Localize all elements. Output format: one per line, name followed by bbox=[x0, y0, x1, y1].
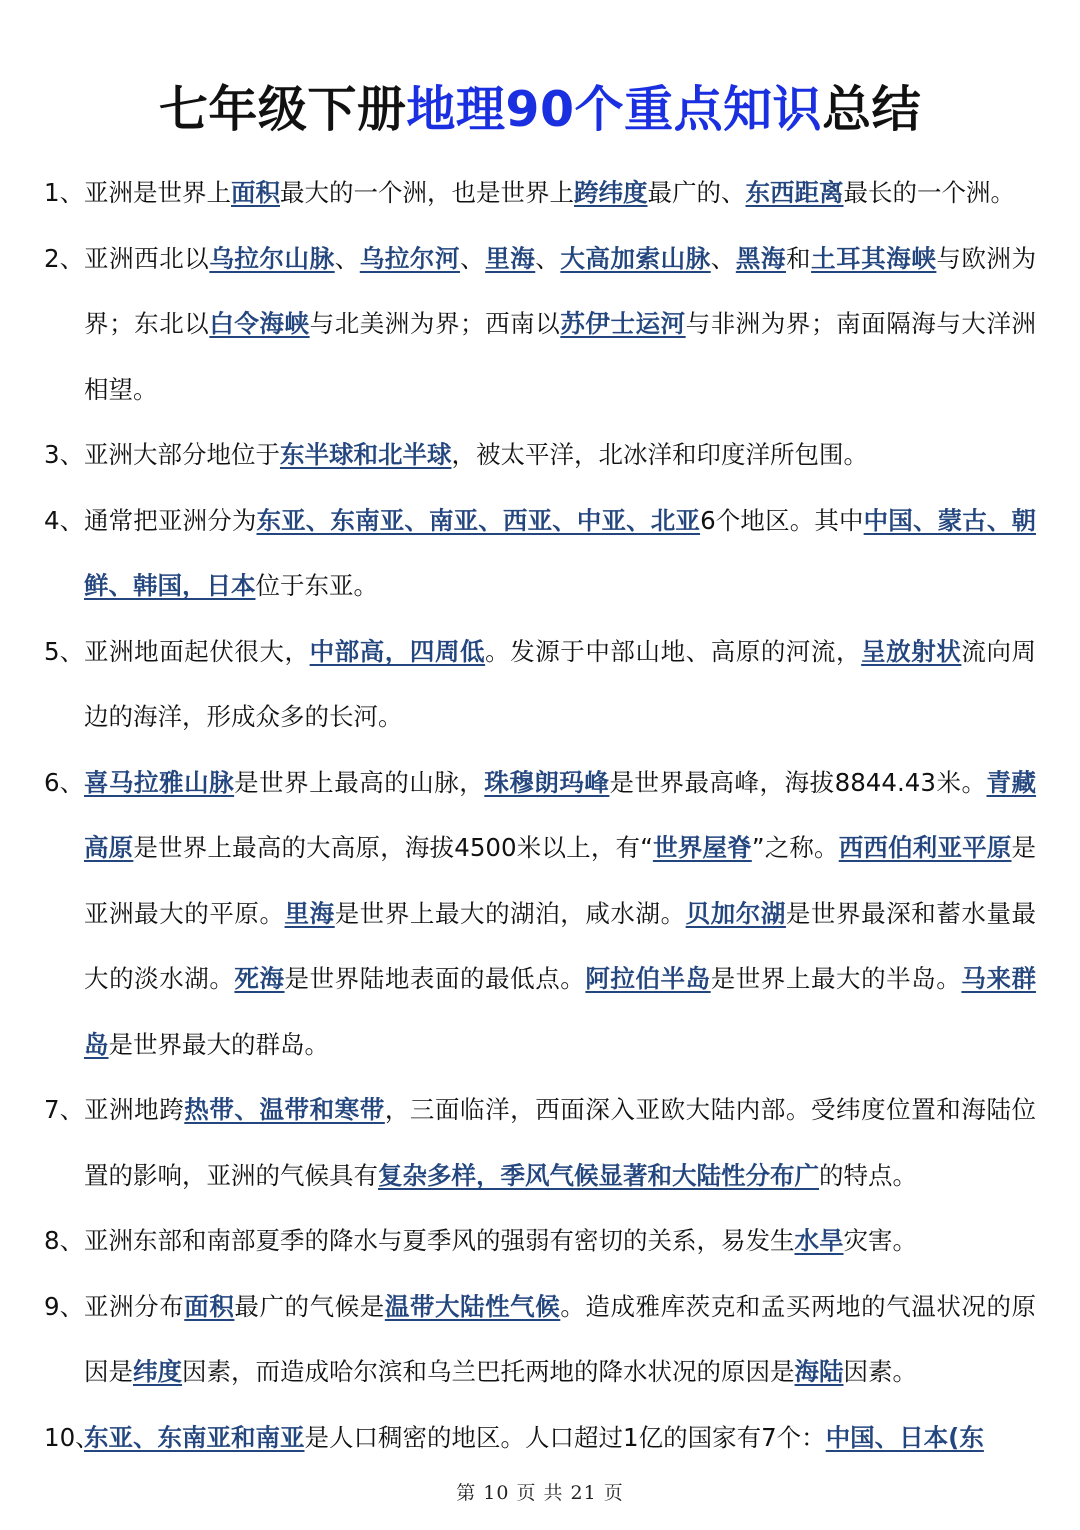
item-text: 是世界上最大的湖泊，咸水湖。 bbox=[334, 898, 686, 928]
item-number: 5、 bbox=[44, 636, 85, 666]
item-text: 和 bbox=[785, 243, 812, 273]
item-text: 。发源于中部山地、高原的河流， bbox=[485, 636, 862, 666]
item-text: 流向周边的海洋，形成众多的长河。 bbox=[84, 636, 1037, 731]
item-text: 、 bbox=[535, 243, 561, 273]
item-text: 位于东亚。 bbox=[255, 571, 378, 600]
key-term: 东亚、东南亚和南亚 bbox=[84, 1422, 305, 1452]
key-term: 里海 bbox=[485, 243, 536, 273]
item-number: 7、 bbox=[44, 1095, 85, 1124]
item-text: 亚洲东部和南部夏季的降水与夏季风的强弱有密切的关系，易发生 bbox=[84, 1226, 795, 1255]
item-number: 3、 bbox=[44, 440, 85, 469]
list-item bbox=[0, 226, 1080, 423]
key-term: 东西距离 bbox=[745, 178, 844, 207]
item-text: 最广的、 bbox=[647, 178, 746, 207]
list-item bbox=[0, 488, 1080, 619]
item-text: 与北美洲为界；西南以 bbox=[309, 309, 561, 338]
item-text: 的特点。 bbox=[819, 1160, 917, 1190]
item-number: 8、 bbox=[44, 1226, 85, 1255]
key-term: 跨纬度 bbox=[574, 178, 648, 207]
item-text: 通常把亚洲分为 bbox=[84, 505, 257, 535]
item-number: 4、 bbox=[44, 505, 85, 535]
key-term: 西西伯利亚平原 bbox=[838, 833, 1012, 862]
item-text: 是世界上最高的大高原，海拔4500米以上，有“ bbox=[133, 833, 653, 862]
list-item bbox=[0, 160, 1080, 226]
key-term: 大高加索山脉 bbox=[560, 243, 711, 273]
list-item bbox=[0, 750, 1080, 1078]
key-term: 白令海峡 bbox=[209, 309, 310, 338]
key-term: 土耳其海峡 bbox=[811, 243, 937, 273]
page-footer: 第 10 页 共 21 页 bbox=[456, 1482, 624, 1504]
key-term: 面积 bbox=[231, 178, 280, 207]
item-text: 亚洲大部分地位于 bbox=[84, 440, 280, 469]
key-term: 苏伊士运河 bbox=[560, 309, 686, 338]
item-text: 、 bbox=[460, 243, 486, 273]
key-term: 中部高，四周低 bbox=[309, 636, 486, 666]
item-text: 亚洲分布 bbox=[84, 1291, 185, 1321]
item-text: 。造成雅库茨克和孟买两地的气温状况的原因是 bbox=[84, 1291, 1037, 1386]
item-text: 最广的气候是 bbox=[234, 1291, 385, 1321]
item-text: 亚洲西北以 bbox=[84, 243, 210, 273]
page-title bbox=[0, 78, 1080, 142]
key-term: 东半球和北半球 bbox=[280, 440, 452, 469]
knowledge-list bbox=[0, 160, 1080, 1470]
key-term: 纬度 bbox=[133, 1357, 182, 1386]
item-text: 因素，而造成哈尔滨和乌兰巴托两地的降水状况的原因是 bbox=[182, 1357, 795, 1386]
list-item bbox=[0, 1208, 1080, 1274]
item-text: 6个地区。其中 bbox=[700, 505, 864, 535]
key-term: 里海 bbox=[284, 898, 335, 928]
key-term: 贝加尔湖 bbox=[685, 898, 786, 928]
item-text: 是世界最大的群岛。 bbox=[108, 1029, 329, 1059]
item-text: 亚洲地跨 bbox=[84, 1095, 185, 1124]
title-part-1: 七年级下册 bbox=[158, 81, 407, 138]
item-text: 、 bbox=[334, 243, 360, 273]
item-text: 与欧洲为界；东北以 bbox=[84, 243, 1037, 338]
key-term: 世界屋脊 bbox=[652, 833, 752, 862]
key-term: 温带大陆性气候 bbox=[384, 1291, 561, 1321]
key-term: 珠穆朗玛峰 bbox=[484, 767, 610, 797]
item-text: 最大的一个洲，也是世界上 bbox=[280, 178, 574, 207]
item-text: 亚洲是世界上 bbox=[84, 178, 231, 207]
item-text: 与非洲为界；南面隔海与大洋洲相望。 bbox=[84, 309, 1037, 404]
item-text: 、 bbox=[710, 243, 736, 273]
item-number: 2、 bbox=[44, 243, 85, 273]
key-term: 中国、日本(东 bbox=[825, 1422, 984, 1452]
key-term: 呈放射状 bbox=[861, 636, 962, 666]
title-part-2-highlight: 地理90个重点知识 bbox=[406, 81, 823, 138]
item-text: ”之称。 bbox=[751, 833, 839, 862]
item-text: ，被太平洋，北冰洋和印度洋所包围。 bbox=[451, 440, 868, 469]
item-number: 1、 bbox=[44, 178, 85, 207]
item-text: 是世界陆地表面的最低点。 bbox=[284, 964, 586, 993]
item-text: 是世界最深和蓄水量最大的淡水湖。 bbox=[84, 898, 1037, 993]
key-term: 死海 bbox=[234, 964, 285, 993]
key-term: 水旱 bbox=[794, 1226, 844, 1255]
title-part-3: 总结 bbox=[822, 81, 922, 138]
list-item bbox=[0, 1077, 1080, 1208]
list-item bbox=[0, 619, 1080, 750]
item-text: 是人口稠密的地区。人口超过1亿的国家有7个： bbox=[304, 1422, 826, 1452]
item-number: 6、 bbox=[44, 767, 85, 797]
item-text: 是世界上最高的山脉， bbox=[234, 767, 485, 797]
item-text: 因素。 bbox=[843, 1357, 917, 1386]
item-text: 亚洲地面起伏很大， bbox=[84, 636, 310, 666]
key-term: 面积 bbox=[184, 1291, 235, 1321]
item-number: 10、 bbox=[44, 1422, 100, 1452]
list-item bbox=[0, 1405, 1080, 1471]
item-text: 是世界最高峰，海拔8844.43米。 bbox=[609, 767, 987, 797]
key-term: 中国、蒙古、朝鲜、韩国，日本 bbox=[84, 505, 1037, 600]
key-term: 阿拉伯半岛 bbox=[585, 964, 711, 993]
item-text: ，三面临洋，西面深入亚欧大陆内部。受纬度位置和海陆位置的影响，亚洲的气候具有 bbox=[84, 1095, 1037, 1190]
key-term: 黑海 bbox=[735, 243, 786, 273]
key-term: 热带、温带和寒带 bbox=[184, 1095, 385, 1124]
key-term: 马来群岛 bbox=[84, 964, 1037, 1059]
key-term: 乌拉尔山脉 bbox=[209, 243, 335, 273]
key-term: 复杂多样，季风气候显著和大陆性分布广 bbox=[378, 1160, 819, 1190]
item-text: 是世界上最大的半岛。 bbox=[710, 964, 962, 993]
list-item bbox=[0, 1274, 1080, 1405]
list-item bbox=[0, 422, 1080, 488]
key-term: 喜马拉雅山脉 bbox=[84, 767, 235, 797]
key-term: 乌拉尔河 bbox=[359, 243, 461, 273]
item-text: 是亚洲最大的平原。 bbox=[84, 833, 1037, 928]
item-number: 9、 bbox=[44, 1291, 85, 1321]
key-term: 海陆 bbox=[794, 1357, 844, 1386]
key-term: 青藏高原 bbox=[84, 767, 1037, 862]
key-term: 东亚、东南亚、南亚、西亚、中亚、北亚 bbox=[256, 505, 701, 535]
item-text: 最长的一个洲。 bbox=[843, 178, 1015, 207]
item-text: 灾害。 bbox=[843, 1226, 917, 1255]
